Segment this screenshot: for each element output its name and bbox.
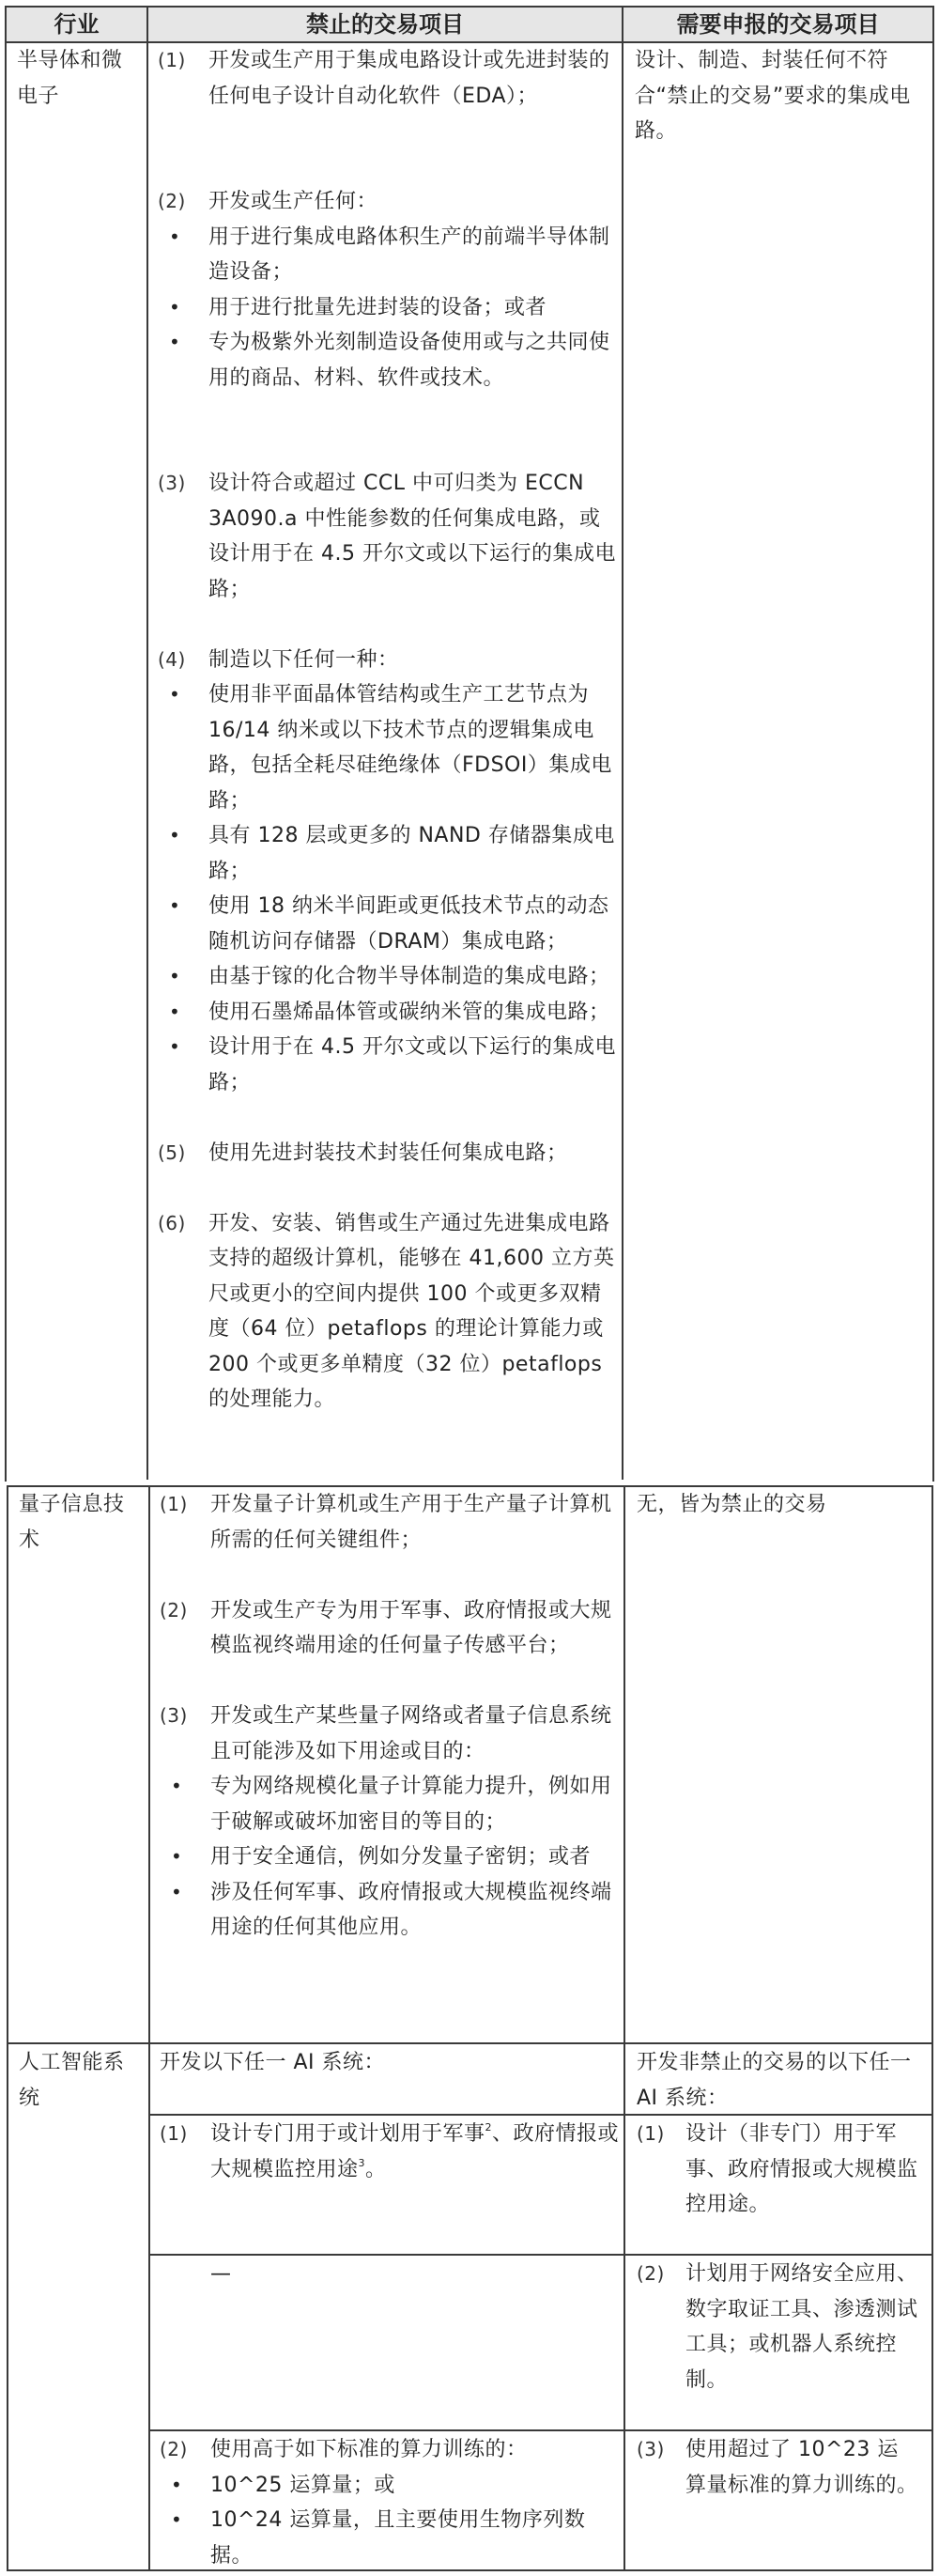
prohibited-item	[160, 1487, 620, 1558]
item-text: 使用高于如下标准的算力训练的：	[210, 2438, 528, 2461]
bullet-item: • 10^25 运算量；或	[160, 2468, 620, 2504]
bullet-list	[158, 677, 618, 1100]
bullet-item: • 10^24 运算量，且主要使用生物序列数据。	[160, 2503, 620, 2573]
prohibited-item	[160, 1593, 620, 1664]
prohibited-cell	[160, 2117, 620, 2187]
notifiable-text: 无，皆为禁止的交易	[637, 1493, 827, 1516]
row-divider	[148, 2114, 933, 2116]
prohibited-cell	[160, 1487, 620, 1946]
item-text: 开发或生产专为用于军事、政府情报或大规模监视终端用途的任何量子传感平台；	[210, 1598, 612, 1657]
prohibited-item	[158, 466, 618, 607]
row-divider	[148, 2254, 933, 2256]
notifiable-intro	[637, 2045, 918, 2116]
notifiable-item	[637, 2117, 918, 2223]
column-divider	[622, 6, 623, 1480]
industry-cell	[17, 43, 143, 114]
bullet-list	[160, 1769, 620, 1946]
bullet-item: • 具有 128 层或更多的 NAND 存储器集成电路；	[158, 818, 618, 889]
bullet-item: • 用于进行集成电路体积生产的前端半导体制造设备；	[158, 220, 618, 290]
bullet-item: • 专为极紫外光刻制造设备使用或与之共同使用的商品、材料、软件或技术。	[158, 325, 618, 396]
item-text: 开发量子计算机或生产用于生产量子计算机所需的任何关键组件；	[210, 1493, 612, 1552]
industry-cell	[19, 2045, 145, 2116]
item-number: (1)	[637, 2122, 665, 2145]
notifiable-cell	[637, 2257, 918, 2398]
header-prohibited: 禁止的交易项目	[148, 8, 622, 41]
prohibited-item	[158, 643, 618, 678]
item-number: (6)	[158, 1211, 186, 1234]
item-text: 设计（非专门）用于军事、政府情报或大规模监控用途。	[685, 2122, 918, 2216]
footnote-2[interactable]: 2	[485, 2121, 493, 2134]
prohibited-item	[158, 43, 618, 114]
bullet-item: • 使用非平面晶体管结构或生产工艺节点为 16/14 纳米或以下技术节点的逻辑集成电路，包括全耗尽硅绝缘体（FDSOI）集成电路；	[158, 677, 618, 818]
item-text: 、政府情报或大规模监控用途	[210, 2122, 620, 2181]
item-number: (2)	[158, 190, 186, 212]
item-text: 设计专门用于或计划用于军事	[210, 2122, 485, 2146]
notifiable-cell	[637, 2432, 918, 2503]
bullet-item: • 使用 18 纳米半间距或更低技术节点的动态随机访问存储器（DRAM）集成电路；	[158, 889, 618, 959]
bullet-item: • 用于进行批量先进封装的设备；或者	[158, 290, 618, 326]
bullet-item: • 专为网络规模化量子计算能力提升，例如用于破解或破坏加密目的等目的；	[160, 1769, 620, 1839]
prohibited-intro	[160, 2045, 620, 2081]
notifiable-text: 设计、制造、封装任何不符合“禁止的交易”要求的集成电路。	[635, 49, 911, 143]
bullet-list	[160, 2468, 620, 2574]
item-number: (2)	[160, 2438, 188, 2460]
prohibited-item	[160, 1699, 620, 1769]
industry-cell	[19, 1487, 145, 1558]
item-text: 使用超过了 10^23 运算量标准的算力训练的。	[685, 2438, 918, 2497]
item-number: (3)	[158, 472, 186, 494]
item-number: (1)	[158, 49, 186, 71]
prohibited-item	[158, 184, 618, 220]
column-divider	[148, 1485, 150, 2571]
prohibited-cell	[160, 2432, 620, 2573]
prohibited-cell	[210, 2257, 614, 2292]
row-divider	[7, 2042, 933, 2044]
notifiable-cell	[637, 2117, 918, 2223]
notifiable-item	[637, 2432, 918, 2503]
industry-label: 半导体和微电子	[17, 49, 123, 108]
prohibited-item	[158, 1136, 618, 1172]
bullet-item: • 涉及任何军事、政府情报或大规模监视终端用途的任何其他应用。	[160, 1875, 620, 1946]
item-number: (1)	[160, 2122, 188, 2145]
item-text: 开发、安装、销售或生产通过先进集成电路支持的超级计算机，能够在 41,600 立方英尺或更小的空间内提供 100 个或更多双精度（64 位）petaflops 的理论计算能力或 200 个或更多单精度（32 位）petaflops 的处理能力。	[208, 1211, 615, 1411]
prohibited-cell	[158, 43, 618, 1418]
item-text: 使用先进封装技术封装任何集成电路；	[208, 1141, 568, 1165]
notifiable-cell	[637, 1487, 928, 1523]
item-number: (1)	[160, 1493, 188, 1515]
row-divider	[148, 2429, 933, 2431]
empty-dash: —	[210, 2262, 232, 2286]
item-text: 。	[365, 2157, 387, 2181]
footnote-3[interactable]: 3	[358, 2156, 366, 2169]
item-text: 开发或生产任何：	[208, 190, 378, 213]
column-divider	[146, 6, 148, 1480]
header-industry: 行业	[7, 8, 146, 41]
item-number: (5)	[158, 1141, 186, 1164]
header-notifiable: 需要申报的交易项目	[623, 8, 932, 41]
item-number: (2)	[637, 2262, 665, 2285]
item-text: 开发或生产用于集成电路设计或先进封装的任何电子设计自动化软件（EDA）；	[208, 49, 610, 108]
prohibited-item	[160, 2117, 620, 2187]
item-number: (3)	[637, 2438, 665, 2460]
industry-label: 量子信息技术	[19, 1493, 125, 1552]
bullet-item: • 由基于镓的化合物半导体制造的集成电路；	[158, 959, 618, 995]
bullet-item: • 设计用于在 4.5 开尔文或以下运行的集成电路；	[158, 1030, 618, 1100]
item-text: 开发或生产某些量子网络或者量子信息系统且可能涉及如下用途或目的：	[210, 1704, 612, 1763]
item-text: 设计符合或超过 CCL 中可归类为 ECCN 3A090.a 中性能参数的任何集成电路，或设计用于在 4.5 开尔文或以下运行的集成电路；	[208, 472, 616, 601]
item-text: 制造以下任何一种：	[208, 647, 399, 672]
bullet-item: • 用于安全通信，例如分发量子密钥；或者	[160, 1839, 620, 1875]
item-number: (3)	[160, 1704, 188, 1727]
notifiable-cell	[635, 43, 928, 149]
bullet-list	[158, 220, 618, 396]
notifiable-item	[637, 2257, 918, 2398]
prohibited-item	[158, 1206, 618, 1418]
item-number: (2)	[160, 1598, 188, 1622]
intro-text: 开发非禁止的交易的以下任一 AI 系统：	[637, 2051, 912, 2110]
prohibited-item	[160, 2432, 620, 2468]
industry-label: 人工智能系统	[19, 2051, 125, 2110]
bullet-item: • 使用石墨烯晶体管或碳纳米管的集成电路；	[158, 995, 618, 1031]
item-text: 计划用于网络安全应用、数字取证工具、渗透测试工具；或机器人系统控制。	[685, 2262, 918, 2392]
column-divider	[623, 1485, 625, 2571]
item-number: (4)	[158, 647, 186, 671]
intro-text: 开发以下任一 AI 系统：	[160, 2051, 386, 2074]
